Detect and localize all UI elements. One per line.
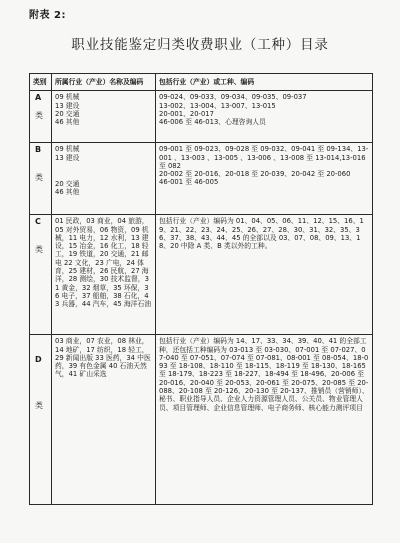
included-b-item: 09-001 至 09-023、09-028 至 09-032、09-041 至 09-134、13-001 、13-003 、13-005 、13-006 、13-008 至 13-014,13-016 至 082	[159, 145, 369, 170]
included-a-item: 13-002、13-004、13-007、13-015	[159, 101, 276, 110]
category-b	[30, 143, 52, 215]
industry-a-item: 20 交通	[55, 109, 80, 118]
included-b	[156, 143, 373, 215]
industry-c	[52, 215, 156, 335]
category-d-code: D	[35, 355, 42, 365]
included-c-text: 包括行业（产业）编码为 01、04、05、06、11、12、15、16、19、21、22、23、24、25、26、27、28、30、31、32、35、36、37、38、43、44、45 的全部以及 03、07、08、09、13、18、20 中除 A 类、B 类以外的工种。	[159, 217, 364, 251]
industry-c-text: 01 民政，03 商业，04 旅游，05 对外贸易，06 物资，09 机械，11 电力，12 水利，13 建设，15 冶金，16 化工，18 轻工，19 铁道，20 交通，21 邮电 22 文化，23 广电，24 体育，25 建材，26 民航，27 海洋，28 测绘，30 技术监督，31 黄金，32 烟草，35 环保，36 电子，37 船舶，38 石化，43 兵器，44 汽车，45 海洋石油	[55, 217, 152, 309]
included-b-item: 46-001 至 46-005	[159, 178, 219, 187]
industry-a-item: 46 其他	[55, 118, 80, 127]
document-title: 职业技能鉴定归类收费职业（工种）目录	[71, 37, 329, 53]
category-c-suffix: 类	[35, 245, 43, 255]
industry-a-item: 09 机械	[55, 93, 80, 102]
table-row-c	[30, 215, 373, 335]
included-c	[156, 215, 373, 335]
included-d	[156, 335, 373, 505]
industry-b-item: 46 其他	[55, 188, 80, 197]
industry-b	[52, 143, 156, 215]
category-d	[30, 335, 52, 505]
table-row-a	[30, 91, 373, 143]
category-a-suffix: 类	[35, 111, 43, 121]
category-a	[30, 91, 52, 143]
included-a-item: 09-024、09-033、09-034、09-035、09-037	[159, 93, 307, 102]
category-b-suffix: 类	[35, 173, 43, 183]
category-d-suffix: 类	[35, 401, 43, 411]
included-d-text: 包括行业（产业）编码为 14、17、33、34、39、40、41 的全部工种，还包括工种编码为 03-013 至 03-030、07-001 至 07-027、07-040 至 07-051、07-074 至 07-081、08-001 至 08-054、18-093 至 18-108、18-110 至 18-115、18-119 至 18-130、18-165 至 18-179、18-223 至 18-227、18-494 至 18-496、20-006 至 20-016、20-040 至 20-053、20-061 至 20-075、20-085 至 20-088、20-108 至 20-126、20-130 至 20-137、推销员（营销师）、秘书、职业指导人员、企业人力资源管理人员、公关员、物业管理人员、项目管理师、企业信息管理师、电子商务师、核心能力测评项目	[159, 337, 369, 412]
industry-a-item: 13 建设	[55, 101, 80, 110]
category-a-code: A	[35, 93, 42, 103]
catalog-table	[29, 73, 373, 505]
appendix-label: 附表 2:	[29, 10, 66, 21]
industry-a	[52, 91, 156, 143]
industry-d	[52, 335, 156, 505]
header-industry: 所属行业（产业）名称及编码	[52, 74, 156, 91]
table-row-b	[30, 143, 373, 215]
header-included: 包括行业（产业）或工种、编码	[156, 74, 373, 91]
included-a-item: 20-001、20-017	[159, 109, 214, 118]
industry-b-item: 20 交通	[55, 179, 80, 188]
industry-d-text: 03 商业，07 农业，08 林业，14 地矿，17 纺织，18 轻工，29 新闻出版 33 医药，34 中医药，39 有色金属 40 石油天然气，41 矿山采选	[55, 337, 151, 379]
industry-b-item: 13 建设	[55, 153, 80, 162]
category-c	[30, 215, 52, 335]
table-row-d	[30, 335, 373, 505]
header-category: 类别	[30, 74, 52, 91]
included-b-item: 20-002 至 20-016、20-018 至 20-039、20-042 至 20-060	[159, 170, 351, 179]
included-a-item: 46-006 至 46-013、心理咨询人员	[159, 118, 266, 127]
included-a	[156, 91, 373, 143]
industry-b-item: 09 机械	[55, 145, 80, 154]
category-b-code: B	[35, 145, 42, 155]
table-header-row	[30, 74, 373, 91]
category-c-code: C	[35, 217, 41, 227]
